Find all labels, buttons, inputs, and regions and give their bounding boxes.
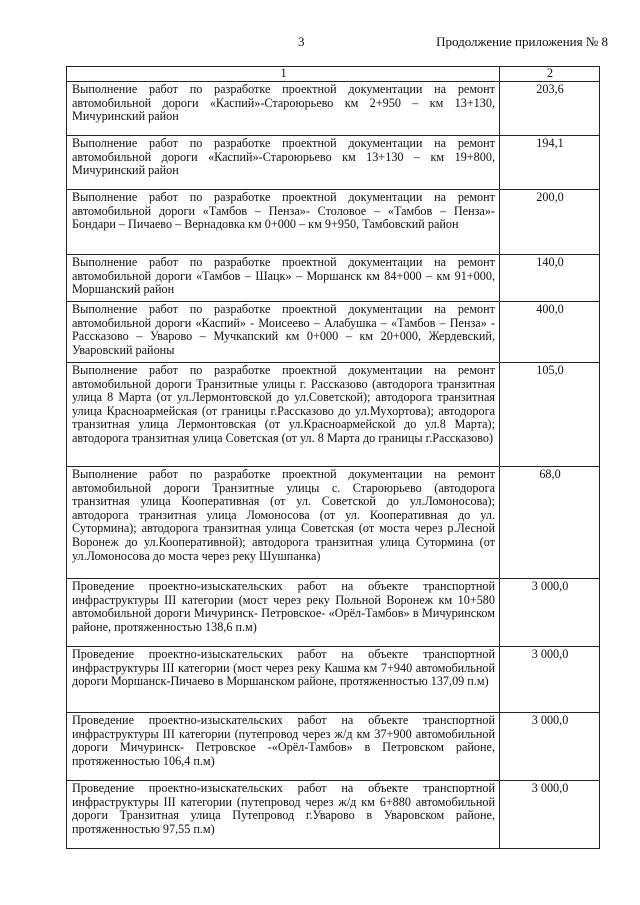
work-amount: 400,0 xyxy=(500,302,600,363)
page-number: 3 xyxy=(298,34,305,49)
work-amount: 3 000,0 xyxy=(500,579,600,647)
table-row xyxy=(67,82,600,136)
table-row xyxy=(67,647,600,713)
column-header-2: 2 xyxy=(500,67,600,82)
work-description: Выполнение работ по разработке проектной документации на ремонт автомобильной дороги «Каспий»-Староюрьево км 2+950 – км 13+130, Мичуринский район xyxy=(67,82,500,136)
work-description: Выполнение работ по разработке проектной документации на ремонт автомобильной дороги Транзитные улицы г. Рассказово (автодорога транзитная улица 8 Марта (от ул.Лермонтовской до ул.Советской); автодорога транзитная улица Красноармейская (от границы г.Рассказово до ул.Мухортова); автодорога транзитная улица Лермонтовская (от ул.Красноармейской до ул.8 Марта); автодорога транзитная улица Советская (от ул. 8 Марта до границы г.Рассказово) xyxy=(67,363,500,467)
work-amount: 68,0 xyxy=(500,467,600,579)
work-description: Выполнение работ по разработке проектной документации на ремонт автомобильной дороги «Тамбов – Шацк» – Моршанск км 84+000 – км 91+000, Моршанский район xyxy=(67,255,500,302)
work-description: Проведение проектно-изыскательских работ на объекте транспортной инфраструктуры III категории (путепровод через ж/д км 6+880 автомобильной дороги Транзитная улица Путепровод г.Уварово в Уваровском районе, протяженностью 97,55 п.м) xyxy=(67,781,500,849)
appendix-continuation-note: Продолжение приложения № 8 xyxy=(436,34,608,49)
table-row xyxy=(67,363,600,467)
column-header-1: 1 xyxy=(67,67,500,82)
table-row xyxy=(67,255,600,302)
work-description: Выполнение работ по разработке проектной документации на ремонт автомобильной дороги «Каспий» - Моисеево – Алабушка – «Тамбов – Пенза» - Рассказово – Уварово – Мучкапский км 0+000 – км 20+000, Жердевский, Уваровский районы xyxy=(67,302,500,363)
table-row xyxy=(67,302,600,363)
work-description: Выполнение работ по разработке проектной документации на ремонт автомобильной дороги «Тамбов – Пенза»- Столовое – «Тамбов – Пенза»- Бондари – Пичаево – Вернадовка км 0+000 – км 9+950, Тамбовский район xyxy=(67,190,500,255)
work-description: Выполнение работ по разработке проектной документации на ремонт автомобильной дороги «Каспий»-Староюрьево км 13+130 – км 19+800, Мичуринский район xyxy=(67,136,500,190)
work-amount: 140,0 xyxy=(500,255,600,302)
work-amount: 200,0 xyxy=(500,190,600,255)
work-description: Проведение проектно-изыскательских работ на объекте транспортной инфраструктуры III категории (мост через реку Кашма км 7+940 автомобильной дороги Моршанск-Пичаево в Моршанском районе, протяженностью 137,09 п.м) xyxy=(67,647,500,713)
work-description: Проведение проектно-изыскательских работ на объекте транспортной инфраструктуры III категории (мост через реку Польной Воронеж км 10+580 автомобильной дороги Мичуринск- Петровское- «Орёл-Тамбов» в Мичуринском районе, протяженностью 138,6 п.м) xyxy=(67,579,500,647)
table-header-row xyxy=(67,67,600,82)
table-row xyxy=(67,713,600,781)
works-table xyxy=(66,66,600,849)
work-amount: 105,0 xyxy=(500,363,600,467)
work-amount: 3 000,0 xyxy=(500,713,600,781)
table-row xyxy=(67,467,600,579)
work-amount: 194,1 xyxy=(500,136,600,190)
table-row xyxy=(67,781,600,849)
table-row xyxy=(67,136,600,190)
table-row xyxy=(67,579,600,647)
work-description: Выполнение работ по разработке проектной документации на ремонт автомобильной дороги Транзитные улицы с. Староюрьево (автодорога транзитная улица Кооперативная (от ул. Советской до ул.Ломоносова); автодорога транзитная улица Ломоносова (от ул. Кооперативная до ул. Сутормина); автодорога транзитная улица Советская (от моста через р.Лесной Воронеж до ул.Кооперативной); автодорога транзитная улица Сутормина (от ул.Ломоносова до моста через реку Шушпанка) xyxy=(67,467,500,579)
work-amount: 203,6 xyxy=(500,82,600,136)
work-amount: 3 000,0 xyxy=(500,647,600,713)
work-description: Проведение проектно-изыскательских работ на объекте транспортной инфраструктуры III категории (путепровод через ж/д км 37+900 автомобильной дороги Мичуринск- Петровское -«Орёл-Тамбов» в Петровском районе, протяженностью 106,4 п.м) xyxy=(67,713,500,781)
work-amount: 3 000,0 xyxy=(500,781,600,849)
table-row xyxy=(67,190,600,255)
